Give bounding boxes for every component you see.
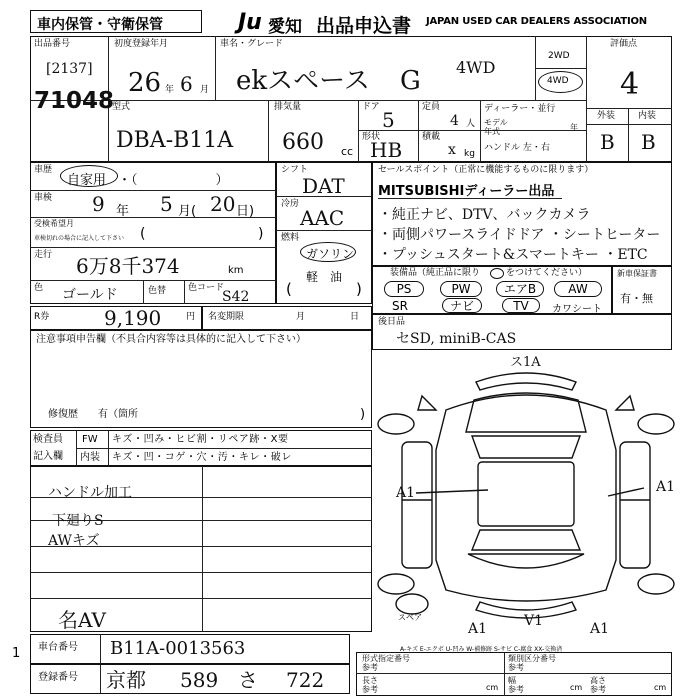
capacity-label: 定員 bbox=[422, 102, 441, 112]
fuel-diesel: 軽 油 bbox=[306, 270, 343, 284]
score-label: 評価点 bbox=[610, 39, 638, 49]
drive-hw: 4WD bbox=[456, 58, 496, 77]
model-year-label: モデル bbox=[484, 118, 508, 127]
load-label: 積載 bbox=[422, 132, 441, 142]
lot-prefix: [2137] bbox=[46, 61, 93, 77]
left-side-panel bbox=[402, 442, 432, 568]
new-warranty-options: 有・無 bbox=[620, 292, 653, 305]
color-code-label: 色コード bbox=[188, 283, 225, 293]
rear-window bbox=[472, 530, 580, 550]
body-type-value: HB bbox=[370, 138, 403, 162]
inspector-label: 検査員 bbox=[33, 434, 63, 445]
year-word-label: 年式 bbox=[484, 127, 500, 136]
recycle-note: 車検切れの場合に記入して下さい bbox=[34, 235, 125, 242]
margin-mark: 1 bbox=[12, 646, 21, 661]
persons-unit: 人 bbox=[466, 119, 476, 129]
wheel-front-right bbox=[638, 414, 674, 434]
diagram-right-note: A1 bbox=[656, 479, 676, 495]
interior-label: 内装 bbox=[638, 111, 657, 121]
notes-label: 注意事項申告欄（不具合内容等は具体的に記入して下さい） bbox=[36, 334, 306, 345]
length-cm: cm bbox=[486, 683, 499, 692]
length-ref: 参考 bbox=[362, 685, 378, 694]
remark-3: AWキズ bbox=[48, 533, 100, 549]
fuel-paren-close: ) bbox=[356, 280, 362, 298]
inspection-label: 車検 bbox=[34, 193, 53, 203]
grade: G bbox=[400, 66, 421, 96]
equip-airbag: エアB bbox=[496, 281, 544, 297]
r-ticket-label: R券 bbox=[34, 312, 50, 322]
history-label: 車歴 bbox=[34, 165, 53, 175]
windshield bbox=[472, 436, 580, 458]
dealer-parallel-label: ディーラー・並行 bbox=[484, 104, 556, 114]
naisou-label: 内装 bbox=[80, 452, 100, 463]
equipment-label: 装備品（純正品に限り bbox=[390, 268, 481, 278]
reg-no-label: 登録番号 bbox=[38, 672, 78, 683]
color-code-value: S42 bbox=[222, 289, 250, 305]
fuel-paren-open: ( bbox=[286, 280, 292, 298]
form-title: 出品申込書 bbox=[316, 15, 412, 37]
height-label: 高さ bbox=[590, 676, 606, 685]
chassis-no-label: 車台番号 bbox=[38, 642, 78, 653]
chassis-number: B11A-0013563 bbox=[110, 638, 246, 659]
diagram-bottom-left-note: A1 bbox=[468, 621, 488, 637]
naisou-items: キズ・凹・コゲ・穴・汚・キレ・破レ bbox=[112, 452, 292, 463]
post-install-label: 後日品 bbox=[378, 317, 406, 327]
interior-grade: B bbox=[641, 130, 656, 154]
name-change-month: 月 bbox=[296, 312, 306, 322]
mirror-right bbox=[616, 396, 634, 410]
car-body-outline bbox=[436, 395, 616, 601]
score-value: 4 bbox=[620, 67, 640, 102]
width-cm: cm bbox=[570, 683, 583, 692]
month-unit: 月 bbox=[200, 85, 210, 95]
category-no-label: 類別区分番号 bbox=[508, 654, 556, 663]
equipment-label-tail: をつけてください） bbox=[506, 268, 588, 278]
equip-navi: ナビ bbox=[442, 298, 482, 313]
equip-aw: AW bbox=[554, 281, 602, 297]
remark-4: 名AV bbox=[58, 608, 106, 632]
remark-1: ハンドル加工 bbox=[48, 485, 132, 501]
ju-logo: Ju bbox=[238, 10, 262, 35]
equip-leather-seat: カワシート bbox=[552, 304, 602, 315]
height-ref: 参考 bbox=[590, 685, 606, 694]
designated-no-label: 形式指定番号 bbox=[362, 654, 410, 663]
kg-unit: kg bbox=[464, 149, 475, 159]
model-label: 型式 bbox=[112, 102, 131, 112]
wheel-front-left bbox=[378, 414, 414, 434]
aircon-value: AAC bbox=[300, 206, 345, 230]
drive-2wd-label: 2WD bbox=[548, 51, 570, 61]
inspection-year: 9 bbox=[92, 192, 105, 216]
diagram-top-note: ス1A bbox=[510, 355, 541, 370]
first-reg-month: 6 bbox=[180, 72, 193, 96]
color-label: 色 bbox=[34, 283, 44, 293]
fuel-label: 燃料 bbox=[281, 233, 300, 243]
mirror-left bbox=[418, 396, 436, 410]
sales-line-1: ・純正ナビ、DTV、バックカメラ bbox=[378, 207, 591, 223]
year-unit: 年 bbox=[165, 85, 175, 95]
diagram-bottom-mid-note: V1 bbox=[524, 613, 544, 629]
spare-tire bbox=[396, 594, 428, 614]
reg-class: 589 bbox=[180, 668, 219, 692]
sales-brand: MITSUBISHIディーラー出品 bbox=[378, 184, 555, 199]
km-unit: km bbox=[228, 265, 244, 276]
wheel-rear-right bbox=[638, 574, 674, 594]
aircon-label: 冷房 bbox=[281, 199, 300, 209]
diagram-left-note: A1 bbox=[396, 485, 416, 501]
recycle-paren-open: ( bbox=[140, 226, 146, 242]
displacement-value: 660 bbox=[282, 130, 324, 155]
history-option: 自家用 bbox=[67, 173, 107, 188]
lot-no-label: 出品番号 bbox=[34, 39, 71, 49]
equip-ps: PS bbox=[384, 281, 424, 297]
model-code: DBA-B11A bbox=[116, 128, 234, 153]
cc-unit: cc bbox=[341, 145, 354, 158]
exterior-label: 外装 bbox=[597, 111, 616, 121]
rear-hatch bbox=[468, 554, 584, 568]
equip-pw: PW bbox=[440, 281, 482, 297]
height-cm: cm bbox=[654, 683, 667, 692]
recycle-paren-close: ) bbox=[258, 226, 264, 242]
diagram-bottom-right-note: A1 bbox=[590, 621, 610, 637]
storage-label-box bbox=[30, 10, 202, 33]
mileage-label: 走行 bbox=[34, 250, 53, 260]
car-name-label: 車名・グレード bbox=[220, 39, 284, 49]
load-value: x bbox=[448, 142, 456, 158]
front-bumper bbox=[476, 373, 576, 390]
storage-label: 車内保管・守衛保管 bbox=[37, 17, 163, 33]
category-ref: 参考 bbox=[508, 663, 524, 672]
inspection-day-unit: 日) bbox=[236, 204, 255, 219]
doors-label: ドア bbox=[362, 102, 380, 112]
history-dots: ・（ ） bbox=[118, 173, 229, 188]
inspection-month-unit: 月( bbox=[178, 204, 197, 219]
exterior-grade: B bbox=[600, 130, 615, 154]
roof bbox=[478, 462, 574, 526]
yen-unit: 円 bbox=[186, 312, 196, 322]
right-side-panel bbox=[620, 442, 650, 568]
handle-label: ハンドル 左・右 bbox=[484, 143, 550, 153]
fuel-gasoline: ガソリン bbox=[306, 247, 355, 261]
inspection-year-unit: 年 bbox=[116, 204, 130, 219]
shift-label: シフト bbox=[281, 165, 309, 175]
length-label: 長さ bbox=[362, 676, 378, 685]
drive-4wd-label: 4WD bbox=[547, 76, 569, 86]
inspection-month: 5 bbox=[160, 192, 173, 216]
year-suffix: 年 bbox=[570, 123, 578, 132]
doors-value: 5 bbox=[382, 108, 395, 132]
equip-sr: SR bbox=[392, 299, 408, 313]
designated-ref: 参考 bbox=[362, 663, 378, 672]
width-ref: 参考 bbox=[508, 685, 524, 694]
sales-point-label: セールスポイント（正常に機能するものに限ります） bbox=[378, 165, 594, 175]
body-type-label: 形状 bbox=[362, 132, 381, 142]
reg-number: 722 bbox=[286, 668, 325, 692]
color-change-label: 色替 bbox=[148, 286, 167, 296]
width-label: 幅 bbox=[508, 676, 516, 685]
entry-col-label: 記入欄 bbox=[33, 451, 63, 462]
new-warranty-label: 新車保証書 bbox=[617, 269, 657, 278]
sales-line-2: ・両側パワースライドドア ・シートヒーター bbox=[378, 227, 661, 243]
name-change-day: 日 bbox=[350, 312, 360, 322]
equip-tv: TV bbox=[502, 298, 540, 313]
capacity-value: 4 bbox=[450, 113, 459, 129]
r-ticket-value: 9,190 bbox=[104, 306, 162, 330]
remark-2: 下廻りS bbox=[52, 513, 104, 529]
spare-label: スペア bbox=[398, 613, 422, 622]
first-reg-year: 26 bbox=[128, 68, 162, 98]
first-reg-label: 初度登録年月 bbox=[114, 39, 169, 49]
damage-legend: A-キズ E-エクボ U-凹み W-補修跡 S-サビ C-腐食 XX-交換済 bbox=[400, 646, 563, 653]
inspection-day: 20 bbox=[210, 192, 236, 216]
name-change-label: 名変期限 bbox=[208, 312, 245, 322]
sales-line-3: ・プッシュスタート&スマートキー ・ETC bbox=[378, 247, 648, 263]
color-value: ゴールド bbox=[62, 287, 118, 303]
lot-number: 71048 bbox=[34, 88, 115, 114]
shift-value: DAT bbox=[302, 174, 345, 198]
post-install-value: セSD, miniB-CAS bbox=[396, 331, 517, 347]
repair-history-close: ) bbox=[360, 407, 366, 422]
reg-area: 京都 bbox=[106, 668, 146, 692]
repair-history-label: 修復歴 有（箇所 bbox=[48, 409, 138, 420]
displacement-label: 排気量 bbox=[274, 102, 302, 112]
car-name: ekスペース bbox=[236, 66, 370, 96]
wheel-rear-left bbox=[378, 574, 414, 594]
recycle-label: 受検希望月 bbox=[34, 219, 74, 228]
region-label: 愛知 bbox=[268, 17, 302, 37]
equipment-sample-circle bbox=[490, 268, 504, 279]
mileage-value: 6万8千374 bbox=[76, 254, 180, 278]
reg-kana: さ bbox=[238, 668, 258, 692]
fw-items: キズ・凹み・ヒビ割・リペア跡・X要 bbox=[112, 434, 289, 445]
car-damage-diagram bbox=[376, 350, 676, 640]
fw-label: FW bbox=[82, 434, 98, 445]
association-name: JAPAN USED CAR DEALERS ASSOCIATION bbox=[426, 16, 647, 27]
